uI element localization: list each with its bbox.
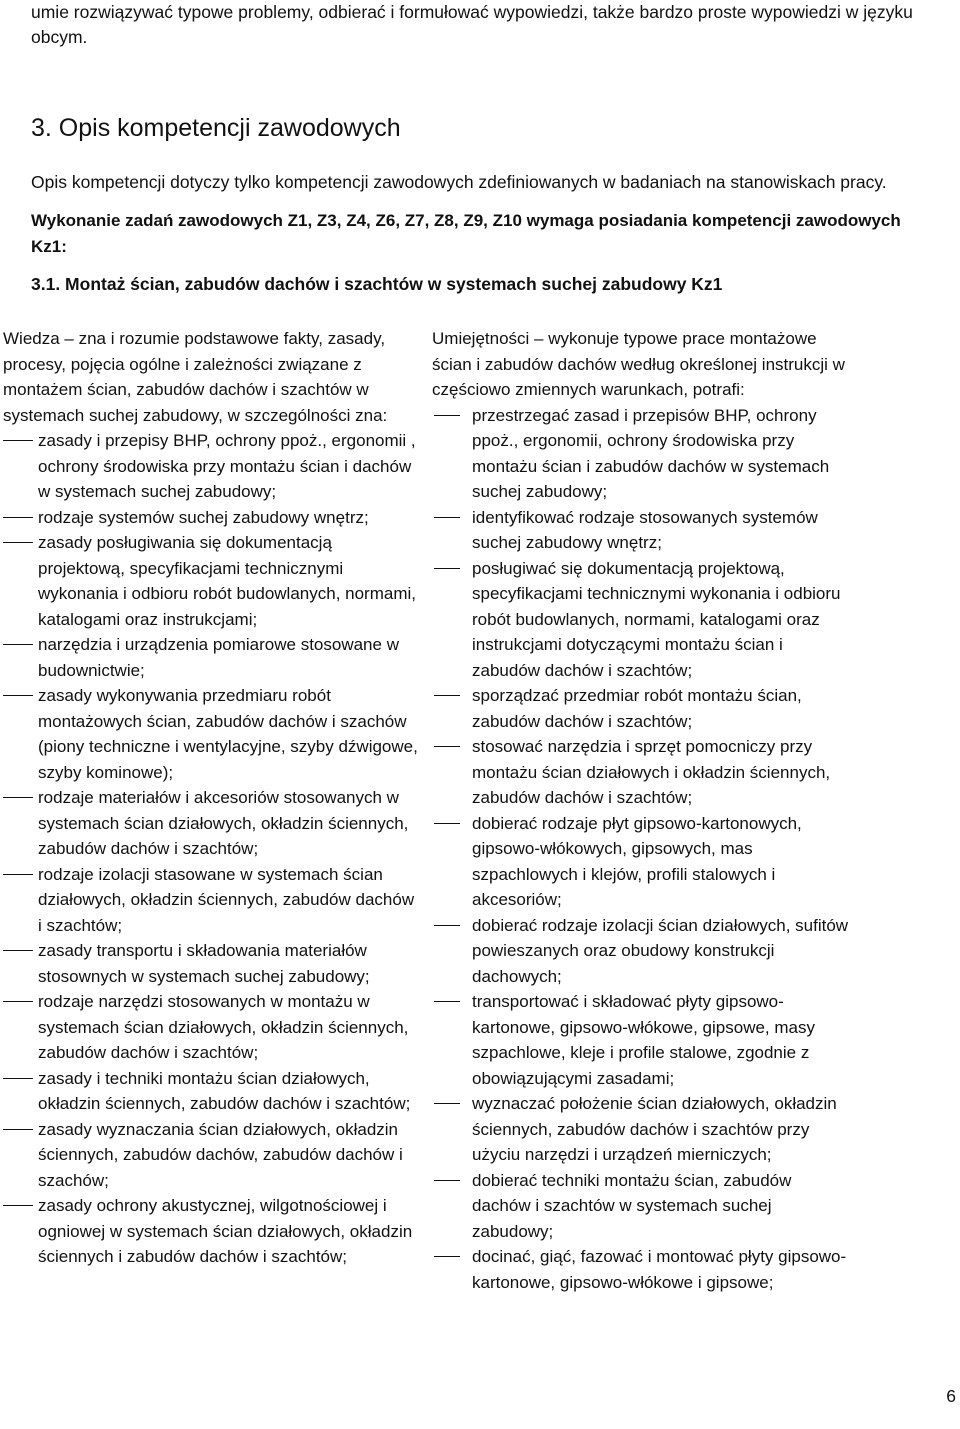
knowledge-item (3, 505, 418, 531)
dash-bullet-icon (434, 1180, 460, 1181)
skill-item (432, 1244, 852, 1295)
knowledge-item (3, 862, 418, 939)
knowledge-column (3, 326, 418, 1270)
knowledge-item (3, 632, 418, 683)
skill-item-text: stosować narzędzia i sprzęt pomocniczy przy montażu ścian działowych i okładzin ściennych, zabudów dachów i szachtów; (472, 737, 831, 807)
knowledge-item (3, 989, 418, 1066)
dash-bullet-icon (3, 1129, 33, 1130)
knowledge-item-text: zasady wyznaczania ścian działowych, okładzin ściennych, zabudów dachów, zabudów dachów i szachów; (38, 1119, 403, 1190)
skill-item (432, 1168, 852, 1245)
knowledge-item (3, 530, 418, 632)
skills-intro: Umiejętności – wykonuje typowe prace montażowe ścian i zabudów dachów według określonej instrukcji w częściowo zmiennych warunkach, potrafi: (432, 329, 845, 399)
knowledge-item-text: rodzaje izolacji stasowane w systemach ścian działowych, okładzin ściennych, zabudów dachów i szachtów; (38, 864, 415, 935)
knowledge-item-text: zasady ochrony akustycznej, wilgotnościowej i ogniowej w systemach ścian działowych, okładzin ściennych i zabudów dachów i szachtów; (38, 1196, 413, 1266)
knowledge-item-text: rodzaje narzędzi stosowanych w montażu w systemach ścian działowych, okładzin ściennych, zabudów dachów i szachtów; (38, 992, 409, 1062)
knowledge-item (3, 1066, 418, 1117)
dash-bullet-icon (3, 517, 33, 518)
dash-bullet-icon (3, 440, 33, 441)
skill-item (432, 913, 852, 990)
knowledge-item (3, 428, 418, 505)
skills-column (432, 326, 852, 1295)
skill-item (432, 989, 852, 1091)
dash-bullet-icon (434, 925, 460, 926)
dash-bullet-icon (3, 874, 33, 875)
skill-item (432, 1091, 852, 1168)
dash-bullet-icon (3, 797, 33, 798)
competency-requirement: Wykonanie zadań zawodowych Z1, Z3, Z4, Z6, Z7, Z8, Z9, Z10 wymaga posiadania kompetencji zawodowych Kz1: (31, 211, 901, 256)
dash-bullet-icon (434, 1103, 460, 1104)
dash-bullet-icon (3, 1001, 33, 1002)
skill-item-text: wyznaczać położenie ścian działowych, okładzin ściennych, zabudów dachów i szachtów przy użyciu narzędzi i urządzeń mierniczych; (472, 1094, 837, 1164)
dash-bullet-icon (3, 1205, 33, 1206)
skill-item-text: posługiwać się dokumentacją projektową, specyfikacjami technicznymi wykonania i odbioru robót budowlanych, normami, katalogami oraz instrukcjami dotyczącymi montażu ścian i zabudów dachów i szachtów; (472, 558, 841, 680)
intro-paragraph: umie rozwiązywać typowe problemy, odbierać i formułować wypowiedzi, także bardzo proste wypowiedzi w języku obcym. (31, 2, 913, 47)
page-number: 6 (946, 1386, 956, 1406)
knowledge-item-text: rodzaje materiałów i akcesoriów stosowanych w systemach ścian działowych, okładzin ściennych, zabudów dachów i szachtów; (38, 788, 409, 858)
skill-item (432, 403, 852, 505)
skill-item-text: dobierać techniki montażu ścian, zabudów dachów i szachtów w systemach suchej zabudowy; (472, 1170, 792, 1241)
skill-item-text: identyfikować rodzaje stosowanych systemów suchej zabudowy wnętrz; (472, 507, 818, 552)
skill-item (432, 505, 852, 556)
dash-bullet-icon (434, 568, 460, 569)
knowledge-item-text: zasady i techniki montażu ścian działowych, okładzin ściennych, zabudów dachów i szachtów; (38, 1068, 411, 1113)
section-heading: 3. Opis kompetencji zawodowych (31, 114, 401, 142)
knowledge-item (3, 785, 418, 862)
skill-item-text: docinać, giąć, fazować i montować płyty gipsowo-kartonowe, gipsowo-włókowe i gipsowe; (472, 1247, 847, 1292)
skill-item-text: transportować i składować płyty gipsowo-kartonowe, gipsowo-włókowe, gipsowe, masy szpachlowe, kleje i profile stalowe, zgodnie z obowiązującymi zasadami; (472, 992, 815, 1088)
dash-bullet-icon (3, 542, 33, 543)
dash-bullet-icon (434, 415, 460, 416)
dash-bullet-icon (3, 644, 33, 645)
dash-bullet-icon (3, 950, 33, 951)
knowledge-item-text: zasady transportu i składowania materiałów stosownych w systemach suchej zabudowy; (38, 941, 370, 986)
knowledge-item (3, 1193, 418, 1270)
skill-item-text: dobierać rodzaje płyt gipsowo-kartonowych, gipsowo-włókowych, gipsowych, mas szpachlowych i klejów, profili stalowych i akcesoriów; (472, 813, 802, 909)
dash-bullet-icon (434, 746, 460, 747)
dash-bullet-icon (434, 695, 460, 696)
dash-bullet-icon (434, 1001, 460, 1002)
skill-item-text: przestrzegać zasad i przepisów BHP, ochrony ppoż., ergonomii, ochrony środowiska przy montażu ścian i zabudów dachów w systemach suchej zabudowy; (472, 405, 830, 501)
knowledge-item-text: narzędzia i urządzenia pomiarowe stosowane w budownictwie; (38, 635, 399, 680)
knowledge-item-text: zasady posługiwania się dokumentacją projektową, specyfikacjami technicznymi wykonania i odbioru robót budowlanych, normami, katalogami oraz instrukcjami; (38, 533, 416, 629)
skill-item-text: dobierać rodzaje izolacji ścian działowych, sufitów powieszanych oraz obudowy konstrukcji dachowych; (472, 915, 849, 986)
knowledge-intro: Wiedza – zna i rozumie podstawowe fakty, zasady, procesy, pojęcia ogólne i zależności związane z montażem ścian, zabudów dachów i szachtów w systemach suchej zabudowy, w szczególności zna: (3, 329, 388, 425)
skill-item (432, 556, 852, 684)
section-description: Opis kompetencji dotyczy tylko kompetencji zawodowych zdefiniowanych w badaniach na stanowiskach pracy. (31, 172, 887, 192)
knowledge-item-text: zasady wykonywania przedmiaru robót montażowych ścian, zabudów dachów i szachów (piony techniczne i wentylacyjne, szyby dźwigowe, szyby kominowe); (38, 686, 418, 782)
skill-item (432, 734, 852, 811)
dash-bullet-icon (434, 517, 460, 518)
skill-item (432, 811, 852, 913)
dash-bullet-icon (434, 1256, 460, 1257)
knowledge-list (3, 428, 418, 1270)
knowledge-item-text: rodzaje systemów suchej zabudowy wnętrz; (38, 507, 369, 527)
knowledge-item (3, 683, 418, 785)
skills-list (432, 403, 852, 1296)
skill-item-text: sporządzać przedmiar robót montażu ścian, zabudów dachów i szachtów; (472, 686, 802, 731)
knowledge-item (3, 1117, 418, 1194)
knowledge-item-text: zasady i przepisy BHP, ochrony ppoż., ergonomii , ochrony środowiska przy montażu ścian i dachów w systemach suchej zabudowy; (38, 431, 416, 501)
dash-bullet-icon (3, 1078, 33, 1079)
dash-bullet-icon (434, 823, 460, 824)
subsection-heading: 3.1. Montaż ścian, zabudów dachów i szachtów w systemach suchej zabudowy Kz1 (31, 274, 723, 294)
dash-bullet-icon (3, 695, 33, 696)
knowledge-item (3, 938, 418, 989)
skill-item (432, 683, 852, 734)
